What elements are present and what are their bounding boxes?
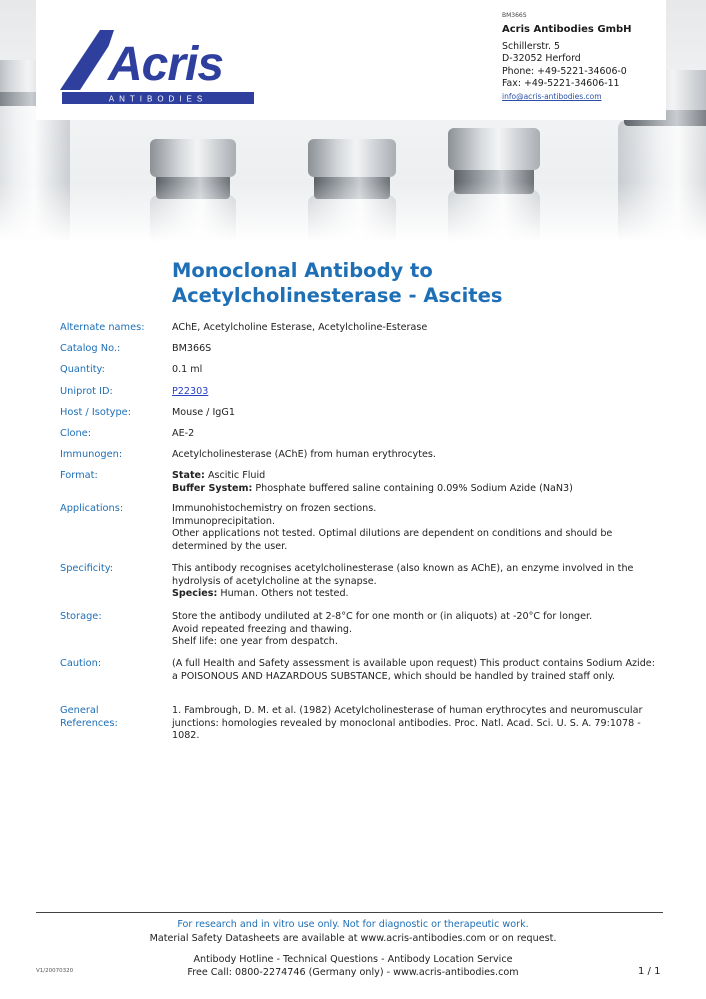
page-number: 1 / 1 — [638, 966, 661, 977]
msds-notice: Material Safety Datasheets are available at www.acris-antibodies.com or on request. — [149, 933, 557, 944]
title-line-2: Acetylcholinesterase - Ascites — [172, 284, 503, 307]
field-value: (A full Health and Safety assessment is available upon request) This product contains Sodium Azide: a POISONOUS AND HAZARDOUS SUBSTANCE, which should be handled by trained staff only. — [172, 658, 655, 682]
field-label: Clone: — [60, 428, 92, 439]
company-address — [502, 12, 632, 104]
field-value: AE-2 — [172, 428, 195, 439]
acris-logo — [60, 22, 256, 106]
field-label: Format: — [60, 470, 98, 481]
field-label: Caution: — [60, 658, 102, 669]
document-version: V1/20070320 — [36, 968, 74, 974]
field-label: Quantity: — [60, 364, 105, 375]
buffer-label: Buffer System: — [172, 482, 253, 494]
title-line-1: Monoclonal Antibody to — [172, 259, 433, 282]
field-label: General — [60, 705, 99, 716]
applications-line: Immunoprecipitation. — [172, 515, 276, 527]
buffer-value: Phosphate buffered saline containing 0.09% Sodium Azide (NaN3) — [255, 482, 573, 494]
field-label: Host / Isotype: — [60, 407, 132, 418]
specificity-text: This antibody recognises acetylcholinesterase (also known as AChE), an enzyme involved in the hydrolysis of acetylcholine at the synapse. — [172, 563, 634, 587]
company-fax: Fax: +49-5221-34606-11 — [502, 78, 620, 90]
state-label: State: — [172, 470, 205, 481]
field-value: Acetylcholinesterase (AChE) from human erythrocytes. — [172, 449, 436, 460]
company-name: Acris Antibodies GmbH — [502, 24, 632, 35]
field-label: Uniprot ID: — [60, 386, 113, 397]
product-code-small: BM366S — [502, 12, 527, 19]
company-street: Schillerstr. 5 — [502, 40, 560, 52]
field-value: 1. Fambrough, D. M. et al. (1982) Acetylcholinesterase of human erythrocytes and neuromuscular junctions: homologies revealed by monoclonal antibodies. Proc. Natl. Acad. Sci. U. S. A. 79:1078 - 1082. — [172, 705, 643, 741]
company-phone: Phone: +49-5221-34606-0 — [502, 65, 627, 77]
species-label: Species: — [172, 588, 218, 599]
field-value: 0.1 ml — [172, 364, 203, 375]
field-label: Catalog No.: — [60, 343, 121, 354]
field-label: Immunogen: — [60, 449, 123, 460]
species-value: Human. Others not tested. — [220, 588, 349, 599]
company-email-link[interactable]: info@acris-antibodies.com — [502, 91, 602, 101]
research-use-notice: For research and in vitro use only. Not for diagnostic or therapeutic work. — [177, 919, 529, 930]
page-title — [172, 258, 502, 308]
uniprot-link[interactable]: P22303 — [172, 386, 209, 397]
field-label: Applications: — [60, 503, 124, 514]
storage-line: Store the antibody undiluted at 2-8°C for one month or (in aliquots) at -20°C for longer. — [172, 611, 593, 622]
field-label: References: — [60, 717, 118, 729]
field-value: Mouse / IgG1 — [172, 407, 235, 418]
storage-line: Shelf life: one year from despatch. — [172, 636, 338, 647]
free-call-text: Free Call: 0800-2274746 (Germany only) - www.acris-antibodies.com — [187, 967, 519, 978]
company-city: D-32052 Herford — [502, 53, 581, 65]
field-label: Alternate names: — [60, 322, 145, 333]
field-value: BM366S — [172, 343, 212, 354]
state-value: Ascitic Fluid — [207, 470, 266, 481]
logo-subtitle: ANTIBODIES — [108, 94, 208, 104]
applications-line: Immunohistochemistry on frozen sections. — [172, 503, 377, 514]
hotline-text: Antibody Hotline - Technical Questions - Antibody Location Service — [193, 954, 513, 965]
storage-line: Avoid repeated freezing and thawing. — [172, 623, 353, 635]
logo-text: Acris — [108, 38, 224, 91]
letterhead — [36, 0, 666, 120]
footer-divider — [36, 912, 663, 913]
field-label: Specificity: — [60, 563, 114, 574]
applications-line: Other applications not tested. Optimal dilutions are dependent on conditions and should be determined by the user. — [172, 528, 613, 552]
field-label: Storage: — [60, 611, 102, 622]
field-value: AChE, Acetylcholine Esterase, Acetylcholine-Esterase — [172, 322, 428, 333]
